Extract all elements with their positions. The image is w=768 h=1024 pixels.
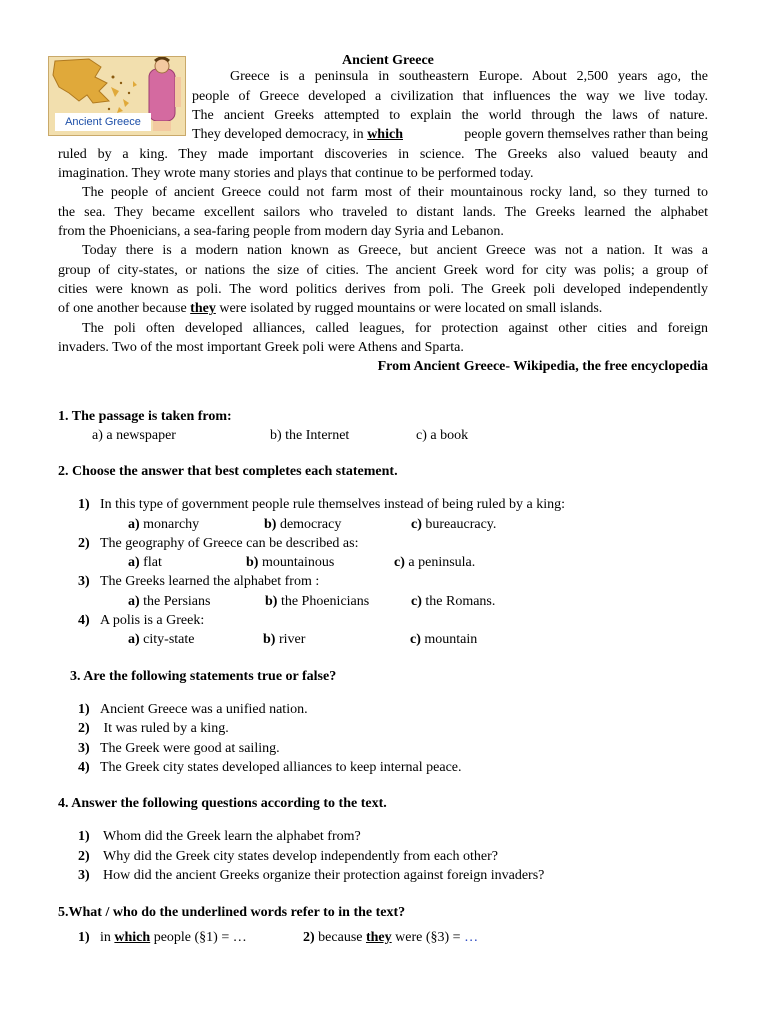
q2-3-option-b: b) the Phoenicians: [265, 594, 370, 609]
q5-item-1: 1) in which people (§1) = …: [78, 930, 247, 945]
passage-line: Today there is a modern nation known as Greece, but ancient Greece was not a nation. It was a: [82, 243, 708, 258]
question-4-heading: 4. Answer the following questions according to the text.: [58, 796, 387, 811]
q4-item: 2) Why did the Greek city states develop independently from each other?: [78, 849, 498, 864]
q2-3-option-c: c) the Romans.: [411, 594, 496, 609]
q2-4-option-a: a) city-state: [128, 632, 195, 647]
passage-line: from the Phoenicians, a sea-faring people from modern day Syria and Lebanon.: [58, 224, 504, 239]
page-title: Ancient Greece: [342, 53, 434, 68]
q3-item: 1) Ancient Greece was a unified nation.: [78, 702, 308, 717]
q2-4-option-b: b) river: [263, 632, 306, 647]
q2-item: 4) A polis is a Greek:: [78, 613, 205, 628]
q2-1-option-b: b) democracy: [264, 517, 342, 532]
q1-option-b: b) the Internet: [270, 428, 350, 443]
underlined-which: which: [114, 930, 151, 945]
q2-item: 3) The Greeks learned the alphabet from :: [78, 574, 320, 589]
q2-2-option-c: c) a peninsula.: [394, 555, 476, 570]
passage-line: Greece is a peninsula in southeastern Europe. About 2,500 years ago, the: [230, 69, 708, 84]
q2-1-option-a: a) monarchy: [128, 517, 200, 532]
q3-item: 2) It was ruled by a king.: [78, 721, 229, 736]
q1-option-c: c) a book: [416, 428, 469, 443]
passage-line: the sea. They became excellent sailors who traveled to distant lands. The Greeks learned the alphabet: [58, 205, 708, 220]
passage-line: invaders. Two of the most important Greek poli were Athens and Sparta.: [58, 340, 464, 355]
passage-line: group of city-states, or nations the size of cities. The ancient Greek word for city was polis; a group of: [58, 263, 708, 278]
image-caption: Ancient Greece: [55, 113, 151, 131]
q4-item: 1) Whom did the Greek learn the alphabet from?: [78, 829, 361, 844]
q2-item: 2) The geography of Greece can be described as:: [78, 536, 359, 551]
passage-line: people of Greece developed a civilization that influences the way we live today.: [192, 89, 708, 104]
question-5-heading: 5.What / who do the underlined words refer to in the text?: [58, 905, 406, 920]
q3-item: 3) The Greek were good at sailing.: [78, 741, 280, 756]
passage-line: ruled by a king. They made important discoveries in science. The Greeks also valued beauty and: [58, 147, 708, 162]
underlined-they: they: [365, 930, 392, 945]
q5-item-2: 2) because they were (§3) = …: [303, 930, 479, 945]
passage-line: imagination. They wrote many stories and plays that continue to be performed today.: [58, 166, 534, 181]
q3-item: 4) The Greek city states developed alliances to keep internal peace.: [78, 760, 462, 775]
question-3-heading: 3. Are the following statements true or false?: [70, 669, 337, 684]
q2-2-option-b: b) mountainous: [246, 555, 335, 570]
question-1-heading: 1. The passage is taken from:: [58, 409, 232, 424]
passage-line: The people of ancient Greece could not farm most of their mountainous rocky land, so they turned to: [82, 185, 708, 200]
q2-4-option-c: c) mountain: [410, 632, 478, 647]
passage-line: The ancient Greeks attempted to explain the world through the laws of nature.: [192, 108, 708, 123]
passage-line: of one another because they were isolated by rugged mountains or were located on small islands.: [58, 301, 603, 316]
q2-item: 1) In this type of government people rule themselves instead of being ruled by a king:: [78, 497, 565, 512]
q2-1-option-c: c) bureaucracy.: [411, 517, 497, 532]
underlined-they: they: [190, 301, 216, 316]
question-2-heading: 2. Choose the answer that best completes each statement.: [58, 464, 398, 479]
source-citation: From Ancient Greece- Wikipedia, the free encyclopedia: [377, 359, 708, 374]
q4-item: 3) How did the ancient Greeks organize their protection against foreign invaders?: [78, 868, 545, 883]
q2-2-option-a: a) flat: [128, 555, 162, 570]
passage-line: They developed democracy, in which people govern themselves rather than being: [192, 127, 708, 142]
ancient-greece-illustration: [48, 56, 186, 136]
q1-option-a: a) a newspaper: [92, 428, 176, 443]
passage-line: cities were known as poli. The word politics derives from poli. The Greek poli developed independently: [58, 282, 708, 297]
underlined-which: which: [367, 127, 403, 142]
passage-line: The poli often developed alliances, called leagues, for protection against other cities and foreign: [82, 321, 708, 336]
q2-3-option-a: a) the Persians: [128, 594, 211, 609]
